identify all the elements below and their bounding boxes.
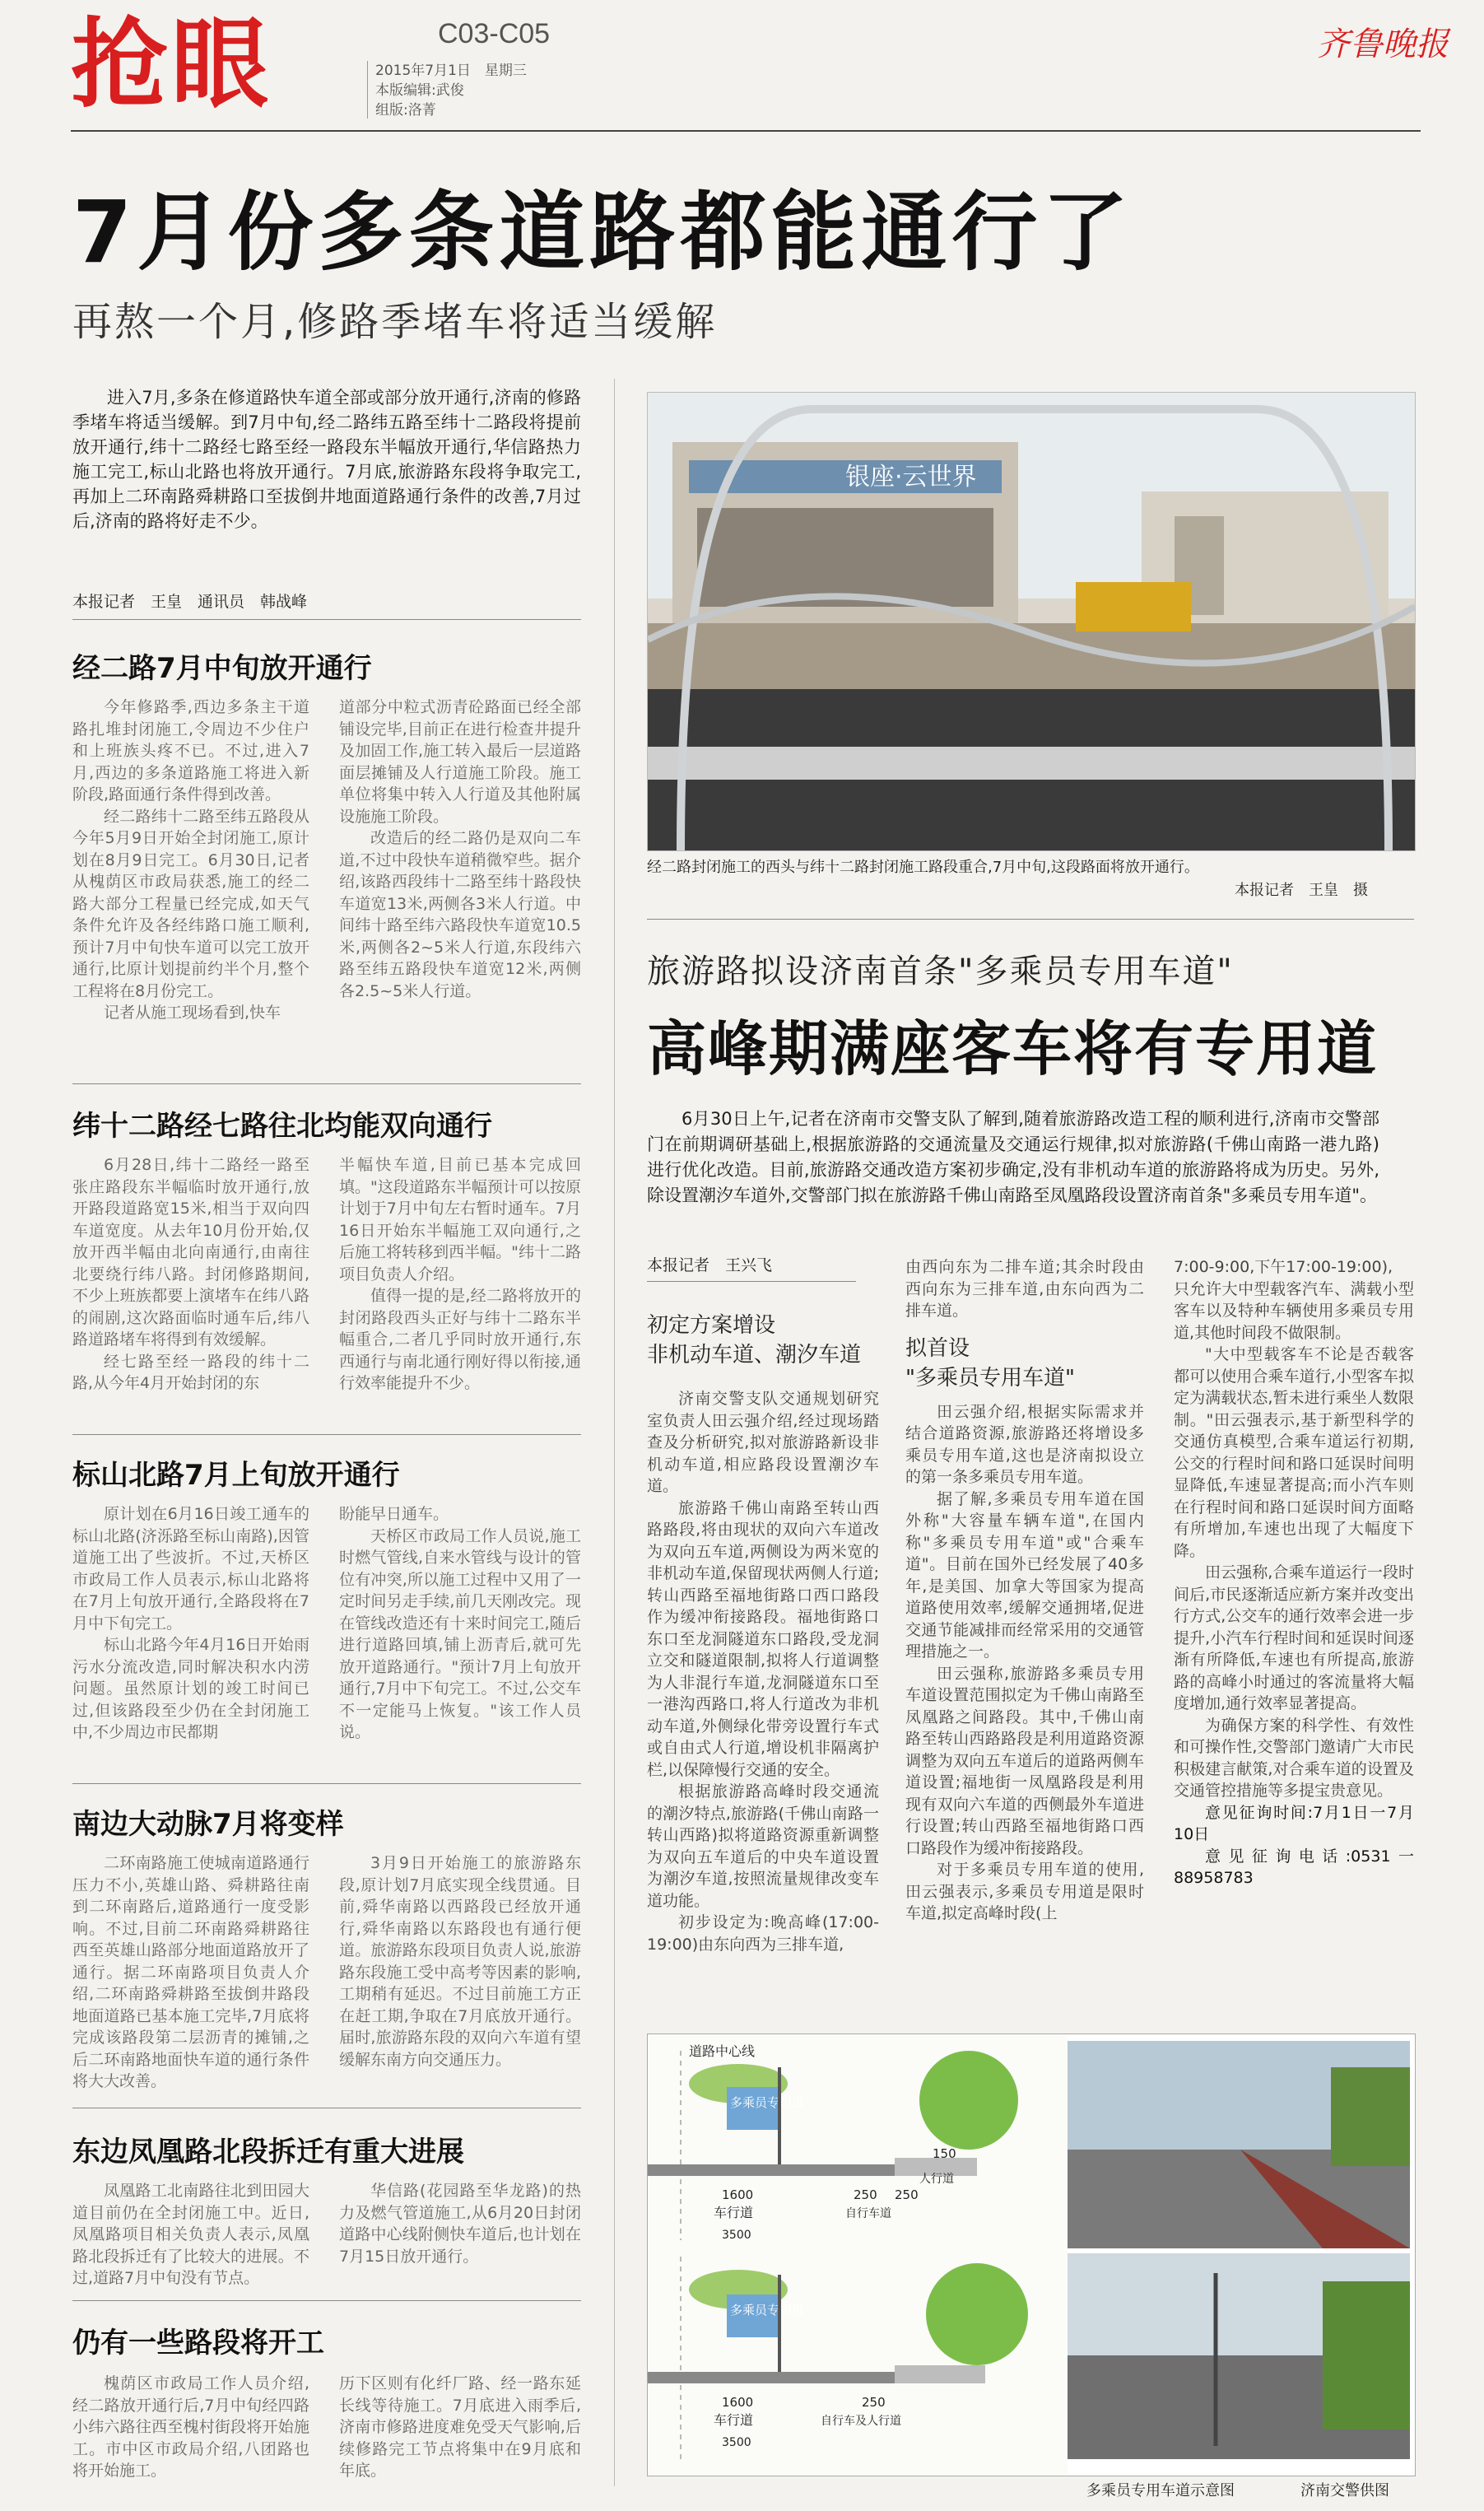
- divider: [72, 1083, 581, 1084]
- divider: [72, 619, 581, 620]
- lane-sign-2: 多乘员专用道: [730, 2303, 805, 2318]
- paragraph: 凤凰路工北南路往北到田园大道目前仍在全封闭施工中。近日,凤凰路项目相关负责人表示,凤凰路北段拆迁有了比较大的进展。不过,道路7月中旬没有节点。: [72, 2182, 309, 2287]
- section-heading-more: 仍有一些路段将开工: [72, 2327, 324, 2360]
- road-photo-bottom: [1068, 2253, 1410, 2459]
- bus-lead: 6月30日上午,记者在济南市交警支队了解到,随着旅游路改造工程的顺利进行,济南市交警部门在前期调研基础上,根据旅游路的交通流量及交通运行规律,拟对旅游路(千佛山南路一港九路)进行优化改造。目前,旅游路交通改造方案初步确定,没有非机动车道的旅游路将成为历史。另外,除设置潮汐车道外,交警部门拟在旅游路千佛山南路至凤凰路段设置济南首条"多乘员专用车道"。: [647, 1109, 1379, 1205]
- paragraph: 田云强称,合乘车道运行一段时间后,市民逐渐适应新方案并改变出行方式,公交车的通行效率会进一步提升,小汽车行程时间和延误时间逐渐有所降低,车速也有所提高,旅游路的高峰小时通过的客流量将大幅度增加,通行效率显著提高。: [1174, 1563, 1414, 1712]
- paragraph: 原计划在6月16日竣工通车的标山北路(济泺路至标山南路),因管道施工出了些波折。不过,天桥区市政局工作人员表示,标山北路将在7月上旬放开通行,全路段将在7月中下旬完工。: [72, 1505, 309, 1633]
- section-jing2-col1: [72, 696, 309, 1024]
- lane-sign-1: 多乘员专用道: [730, 2095, 805, 2110]
- centerline-label: 道路中心线: [689, 2043, 756, 2059]
- section-biaoshan-col1: [72, 1503, 309, 1744]
- main-headline: 7月份多条道路都能通行了: [72, 182, 1133, 282]
- subhead-line: "多乘员专用车道": [905, 1365, 1075, 1391]
- designer-line: 组版:洛菁: [375, 102, 436, 119]
- paragraph: 今年修路季,西边多条主干道路扎堆封闭施工,令周边不少住户和上班族头疼不已。不过,进入7月,西边的多条道路施工将进入新阶段,路面通行条件得到改善。: [72, 698, 309, 804]
- paragraph: 旅游路千佛山南路至转山西路路段,将由现状的双向六车道改为双向五车道,两侧设为两米宽的非机动车道,保留现状两侧人行道;转山西路至福地街路口西口路段作为缓冲衔接路段。福地街路口东口至龙洞隧道东口路段,受龙洞立交和隧道限制,拟将人行道调整为人非混行车道,龙洞隧道东口至一港沟西路口,将人行道改为非机动车道,外侧绿化带旁设置行车式或自由式人行道,增设机非隔离护栏,以保障慢行交通的安全。: [647, 1498, 879, 1779]
- photo-credit: 本报记者 王皇 摄: [1235, 882, 1368, 899]
- divider: [647, 919, 1414, 920]
- photo-caption: 经二路封闭施工的西头与纬十二路封闭施工路段重合,7月中旬,这段路面将放开通行。: [647, 859, 1199, 876]
- bus-col3: [1174, 1256, 1414, 1889]
- section-title: 抢眼: [71, 7, 272, 121]
- main-subheadline: 再熬一个月,修路季堵车将适当缓解: [72, 299, 718, 345]
- paragraph: 对于多乘员专用车道的使用,田云强表示,多乘员专用道是限时车道,拟定高峰时段(上: [905, 1861, 1144, 1922]
- lane-car-label: 车行道: [714, 2205, 754, 2220]
- paragraph: 初步设定为:晚高峰(17:00-19:00)由东向西为三排车道,: [647, 1913, 879, 1954]
- bus-col2: [905, 1256, 1144, 1925]
- road-photo-top: [1068, 2041, 1410, 2248]
- lead-paragraph: 进入7月,多条在修道路快车道全部或部分放开通行,济南的修路季堵车将适当缓解。到7月中旬,经二路纬五路至纬十二路段将提前放开通行,纬十二路经七路至经一路段东半幅放开通行,华信路热力施工完工,标山北路也将放开通行。7月底,旅游路东段将争取完工,再加上二环南路舜耕路口至拔倒井地面道路通行条件的改善,7月过后,济南的路将好走不少。: [72, 388, 581, 531]
- paragraph: 半幅快车道,目前已基本完成回填。"这段道路东半幅预计可以按原计划于7月中旬左右暂时通车。7月16日开始东半幅施工双向通行,之后施工将转移到西半幅。"纬十二路项目负责人介绍。: [339, 1156, 581, 1283]
- section-heading-south: 南边大动脉7月将变样: [72, 1808, 344, 1841]
- dim-250b: 250: [895, 2187, 919, 2202]
- paragraph: 记者从施工现场看到,快车: [104, 1004, 281, 1022]
- lane-car-label-2: 车行道: [714, 2412, 754, 2428]
- lane-diagram: [648, 2034, 1415, 2476]
- consult-phone: 意见征询电话:0531一88958783: [1174, 1847, 1414, 1887]
- dim-250a: 250: [854, 2187, 877, 2202]
- section-heading-biaoshan: 标山北路7月上旬放开通行: [72, 1459, 400, 1492]
- section-wei12-col2: [339, 1154, 581, 1395]
- divider: [72, 1434, 581, 1435]
- subhead-line: 初定方案增设: [647, 1313, 776, 1338]
- main-byline: 本报记者 王皇 通讯员 韩战峰: [72, 593, 308, 611]
- paragraph: 据了解,多乘员专用车道在国外称"大容量车辆车道",在国内称"多乘员专用车道"或"合乘车道"。目前在国外已经发展了40多年,是美国、加拿大等国家为提高道路使用效率,缓解交通拥堵,促进交通节能减排而经常采用的交通管理措施之一。: [905, 1489, 1144, 1661]
- section-south-col1: [72, 1852, 309, 2093]
- section-jing2-col2: [339, 696, 581, 1002]
- dim-1600b: 1600: [722, 2395, 754, 2410]
- time-evening: 下午17:00-19:00),: [1254, 1258, 1393, 1276]
- lane-walk-label: 人行道: [919, 2173, 954, 2186]
- bus-headline: 高峰期满座客车将有专用道: [647, 1014, 1379, 1083]
- paragraph: 田云强介绍,根据实际需求并结合道路资源,旅游路还将增设多乘员专用车道,这也是济南拟设立的第一条多乘员专用车道。: [905, 1402, 1144, 1486]
- section-east-col2: [339, 2180, 581, 2267]
- column-divider: [614, 379, 615, 2486]
- paragraph: 盼能早日通车。: [339, 1505, 449, 1523]
- time-line: [1174, 1256, 1414, 1279]
- section-biaoshan-col2: [339, 1503, 581, 1744]
- paragraph: 道部分中粒式沥青砼路面已经全部铺设完毕,目前正在进行检查井提升及加固工作,施工转入最后一层道路面层摊铺及人行道施工阶段。施工单位将集中转入人行道及其他附属设施施工阶段。: [339, 698, 581, 826]
- paragraph: 3月9日开始施工的旅游路东段,原计划7月底实现全线贯通。目前,舜华南路以西路段已经放开通行,舜华南路以东路段也有通行便道。旅游路东段项目负责人说,旅游路东段施工受中高考等因素的影响,工期稍有延迟。不过目前施工方正在赶工期,争取在7月底放开通行。届时,旅游路东段的双向六车道有望缓解东南方向交通压力。: [339, 1854, 581, 2069]
- bus-col1: [647, 1388, 879, 1955]
- page-range: C03-C05: [438, 18, 551, 49]
- subhead-line: 非机动车道、潮汐车道: [647, 1343, 862, 1367]
- section-heading-wei12: 纬十二路经七路往北均能双向通行: [72, 1110, 492, 1143]
- date-line: 2015年7月1日 星期三: [375, 63, 527, 79]
- divider: [72, 1783, 581, 1784]
- section-more-col2: [339, 2373, 581, 2482]
- subhead-initial-plan: [647, 1311, 861, 1370]
- time-morning: 7:00-9:00,: [1174, 1258, 1255, 1276]
- section-more-col1: [72, 2373, 309, 2482]
- paragraph: "大中型载客车不论是否载客都可以使用合乘车道行,小型客车拟定为满载状态,暂未进行乘坐人数限制。"田云强表示,基于新型科学的交通仿真模型,合乘车道运行初期,公交的行程时间和路口延误时间明显降低,车速显著提高;而小汽车则在行程时间和路口延误时间方面略有所增加,车速也出现了大幅度下降。: [1174, 1345, 1414, 1560]
- paragraph: 根据旅游路高峰时段交通流的潮汐特点,旅游路(千佛山南路一转山西路)拟将道路资源重新调整为双向五车道后的中央车道设置为潮汐车道,按照流量规律改变车道功能。: [647, 1782, 879, 1910]
- paragraph: 田云强称,旅游路多乘员专用车道设置范围拟定为千佛山南路至凤凰路之间路段。其中,千佛山南路至转山西路路段是利用道路资源调整为双向五车道后的道路两侧车道设置;福地街一凤凰路段是利用现有双向六车道的西侧最外车道进行设置;转山西路至福地街路口西口路段作为缓冲衔接路段。: [905, 1664, 1144, 1857]
- paragraph: 二环南路施工使城南道路通行压力不小,英雄山路、舜耕路往南到二环南路后,道路通行一度受影响。不过,目前二环南路舜耕路往西至英雄山路部分地面道路放开了通行。据二环南路项目负责人介绍,二环南路舜耕路至拔倒井路段地面道路已基本施工完毕,7月底将完成该路段第二层沥青的摊铺,之后二环南路地面快车道的通行条件将大大改善。: [72, 1854, 309, 2090]
- paragraph: 值得一提的是,经二路将放开的封闭路段西头正好与纬十二路东半幅重合,二者几乎同时放开通行,东西通行与南北通行刚好得以衔接,通行效率能提升不少。: [339, 1287, 581, 1392]
- bus-lane-gallery: [647, 2033, 1416, 2476]
- paragraph: 经二路纬十二路至纬五路段从今年5月9日开始全封闭施工,原计划在8月9日完工。6月30日,记者从槐荫区市政局获悉,施工的经二路大部分工程量已经完成,如天气条件允许及各经纬路口施工顺利,预计7月中旬快车道可以完工放开通行,比原计划提前约半个月,整个工程将在8月份完工。: [72, 807, 309, 1000]
- dim-1600: 1600: [722, 2187, 754, 2202]
- masthead-divider: [367, 61, 368, 119]
- subhead-line: 拟首设: [905, 1335, 970, 1361]
- paragraph: 槐荫区市政局工作人员介绍,经二路放开通行后,7月中旬经四路小纬六路往西至槐村街段将开始施工。市中区市政局介绍,八团路也将开始施工。: [72, 2374, 309, 2480]
- paragraph: 只允许大中型载客汽车、满载小型客车以及特种车辆使用多乘员专用道,其他时间段不做限制。: [1174, 1279, 1414, 1342]
- divider: [72, 2300, 581, 2301]
- paragraph: 天桥区市政局工作人员说,施工时燃气管线,自来水管线与设计的管位有冲突,所以施工过程中又用了一定时间另走手续,前几天刚改完。现在管线改造还有十来时间完工,随后进行道路回填,铺上沥青后,就可先放开道路通行。"预计7月上旬放开通行,7月中下旬完工。不过,公交车不一定能马上恢复。"该工作人员说。: [339, 1526, 581, 1741]
- brand-logo: 齐鲁晚报: [1317, 26, 1449, 63]
- paragraph: 历下区则有化纤厂路、经一路东延长线等待施工。7月底进入雨季后,济南市修路进度难免受天气影响,后续修路完工节点将集中在9月底和年底。: [339, 2374, 581, 2480]
- section-east-col1: [72, 2180, 309, 2290]
- paragraph: 改造后的经二路仍是双向二车道,不过中段快车道稍微窄些。据介绍,该路西段纬十二路至纬十路段快车道宽13米,两侧各3米人行道。中间纬十路至纬六路段快车道宽10.5米,两侧各2~5米人行道,东段纬六路至纬五路段快车道宽12米,两侧各2.5~5米人行道。: [339, 829, 581, 1000]
- section-south-col2: [339, 1852, 581, 2071]
- photo-sign-text: 银座·云世界: [845, 463, 977, 491]
- paragraph: 济南交警支队交通规划研究室负责人田云强介绍,经过现场踏查及分析研究,拟对旅游路新设非机动车道,相应路段设置潮汐车道。: [647, 1390, 879, 1495]
- bus-kicker: 旅游路拟设济南首条"多乘员专用车道": [647, 953, 1234, 990]
- paragraph: 由西向东为二排车道;其余时段由西向东为三排车道,由东向西为二排车道。: [905, 1258, 1144, 1320]
- construction-photo: [647, 392, 1416, 851]
- subhead-first-lane: [905, 1334, 1144, 1393]
- divider: [647, 1281, 856, 1282]
- dim-150: 150: [933, 2146, 956, 2161]
- paragraph: 6月28日,纬十二路经一路至张庄路段东半幅临时放开通行,放开路段道路宽15米,相当于双向四车道宽度。从去年10月份开始,仅放开西半幅由北向南通行,由南往北要绕行纬八路。封闭修路期间,不少上班族都要上演堵车在纬八路的闹剧,这次路面临时通车后,纬八路道路堵车将得到有效缓解。: [72, 1156, 309, 1349]
- paragraph: 标山北路今年4月16日开始雨污水分流改造,同时解决积水内涝问题。虽然原计划的竣工时间已过,但该路段至少仍在全封闭施工中,不少周边市民都期: [72, 1636, 309, 1741]
- lane-bike-label: 自行车道: [845, 2207, 891, 2220]
- editor-line: 本版编辑:武俊: [375, 82, 464, 99]
- section-heading-east: 东边凤凰路北段拆迁有重大进展: [72, 2136, 464, 2169]
- bus-byline: 本报记者 王兴飞: [647, 1256, 773, 1274]
- lane-mix-label: 自行车及人行道: [821, 2415, 901, 2428]
- paragraph: 经七路至经一路段的纬十二路,从今年4月开始封闭的东: [72, 1352, 309, 1392]
- gallery-caption: 多乘员专用车道示意图: [1086, 2482, 1235, 2499]
- dim-3500b: 3500: [722, 2436, 751, 2449]
- gallery-credit: 济南交警供图: [1300, 2482, 1389, 2499]
- section-wei12-col1: [72, 1154, 309, 1395]
- masthead-meta: [375, 61, 527, 120]
- construction-photo-art: [648, 393, 1415, 850]
- section-heading-jing2: 经二路7月中旬放开通行: [72, 652, 372, 685]
- paragraph: 华信路(花园路至华龙路)的热力及燃气管道施工,从6月20日封闭道路中心线附侧快车道后,也计划在7月15日放开通行。: [339, 2182, 581, 2266]
- dim-3500: 3500: [722, 2229, 751, 2242]
- masthead-rule: [71, 130, 1421, 132]
- consult-time: 意见征询时间:7月1日一7月10日: [1174, 1803, 1414, 1843]
- paragraph: 为确保方案的科学性、有效性和可操作性,交警部门邀请广大市民积极建言献策,对合乘车道的设置及交通管控措施等多提宝贵意见。: [1174, 1716, 1414, 1800]
- dim-250c: 250: [862, 2395, 886, 2410]
